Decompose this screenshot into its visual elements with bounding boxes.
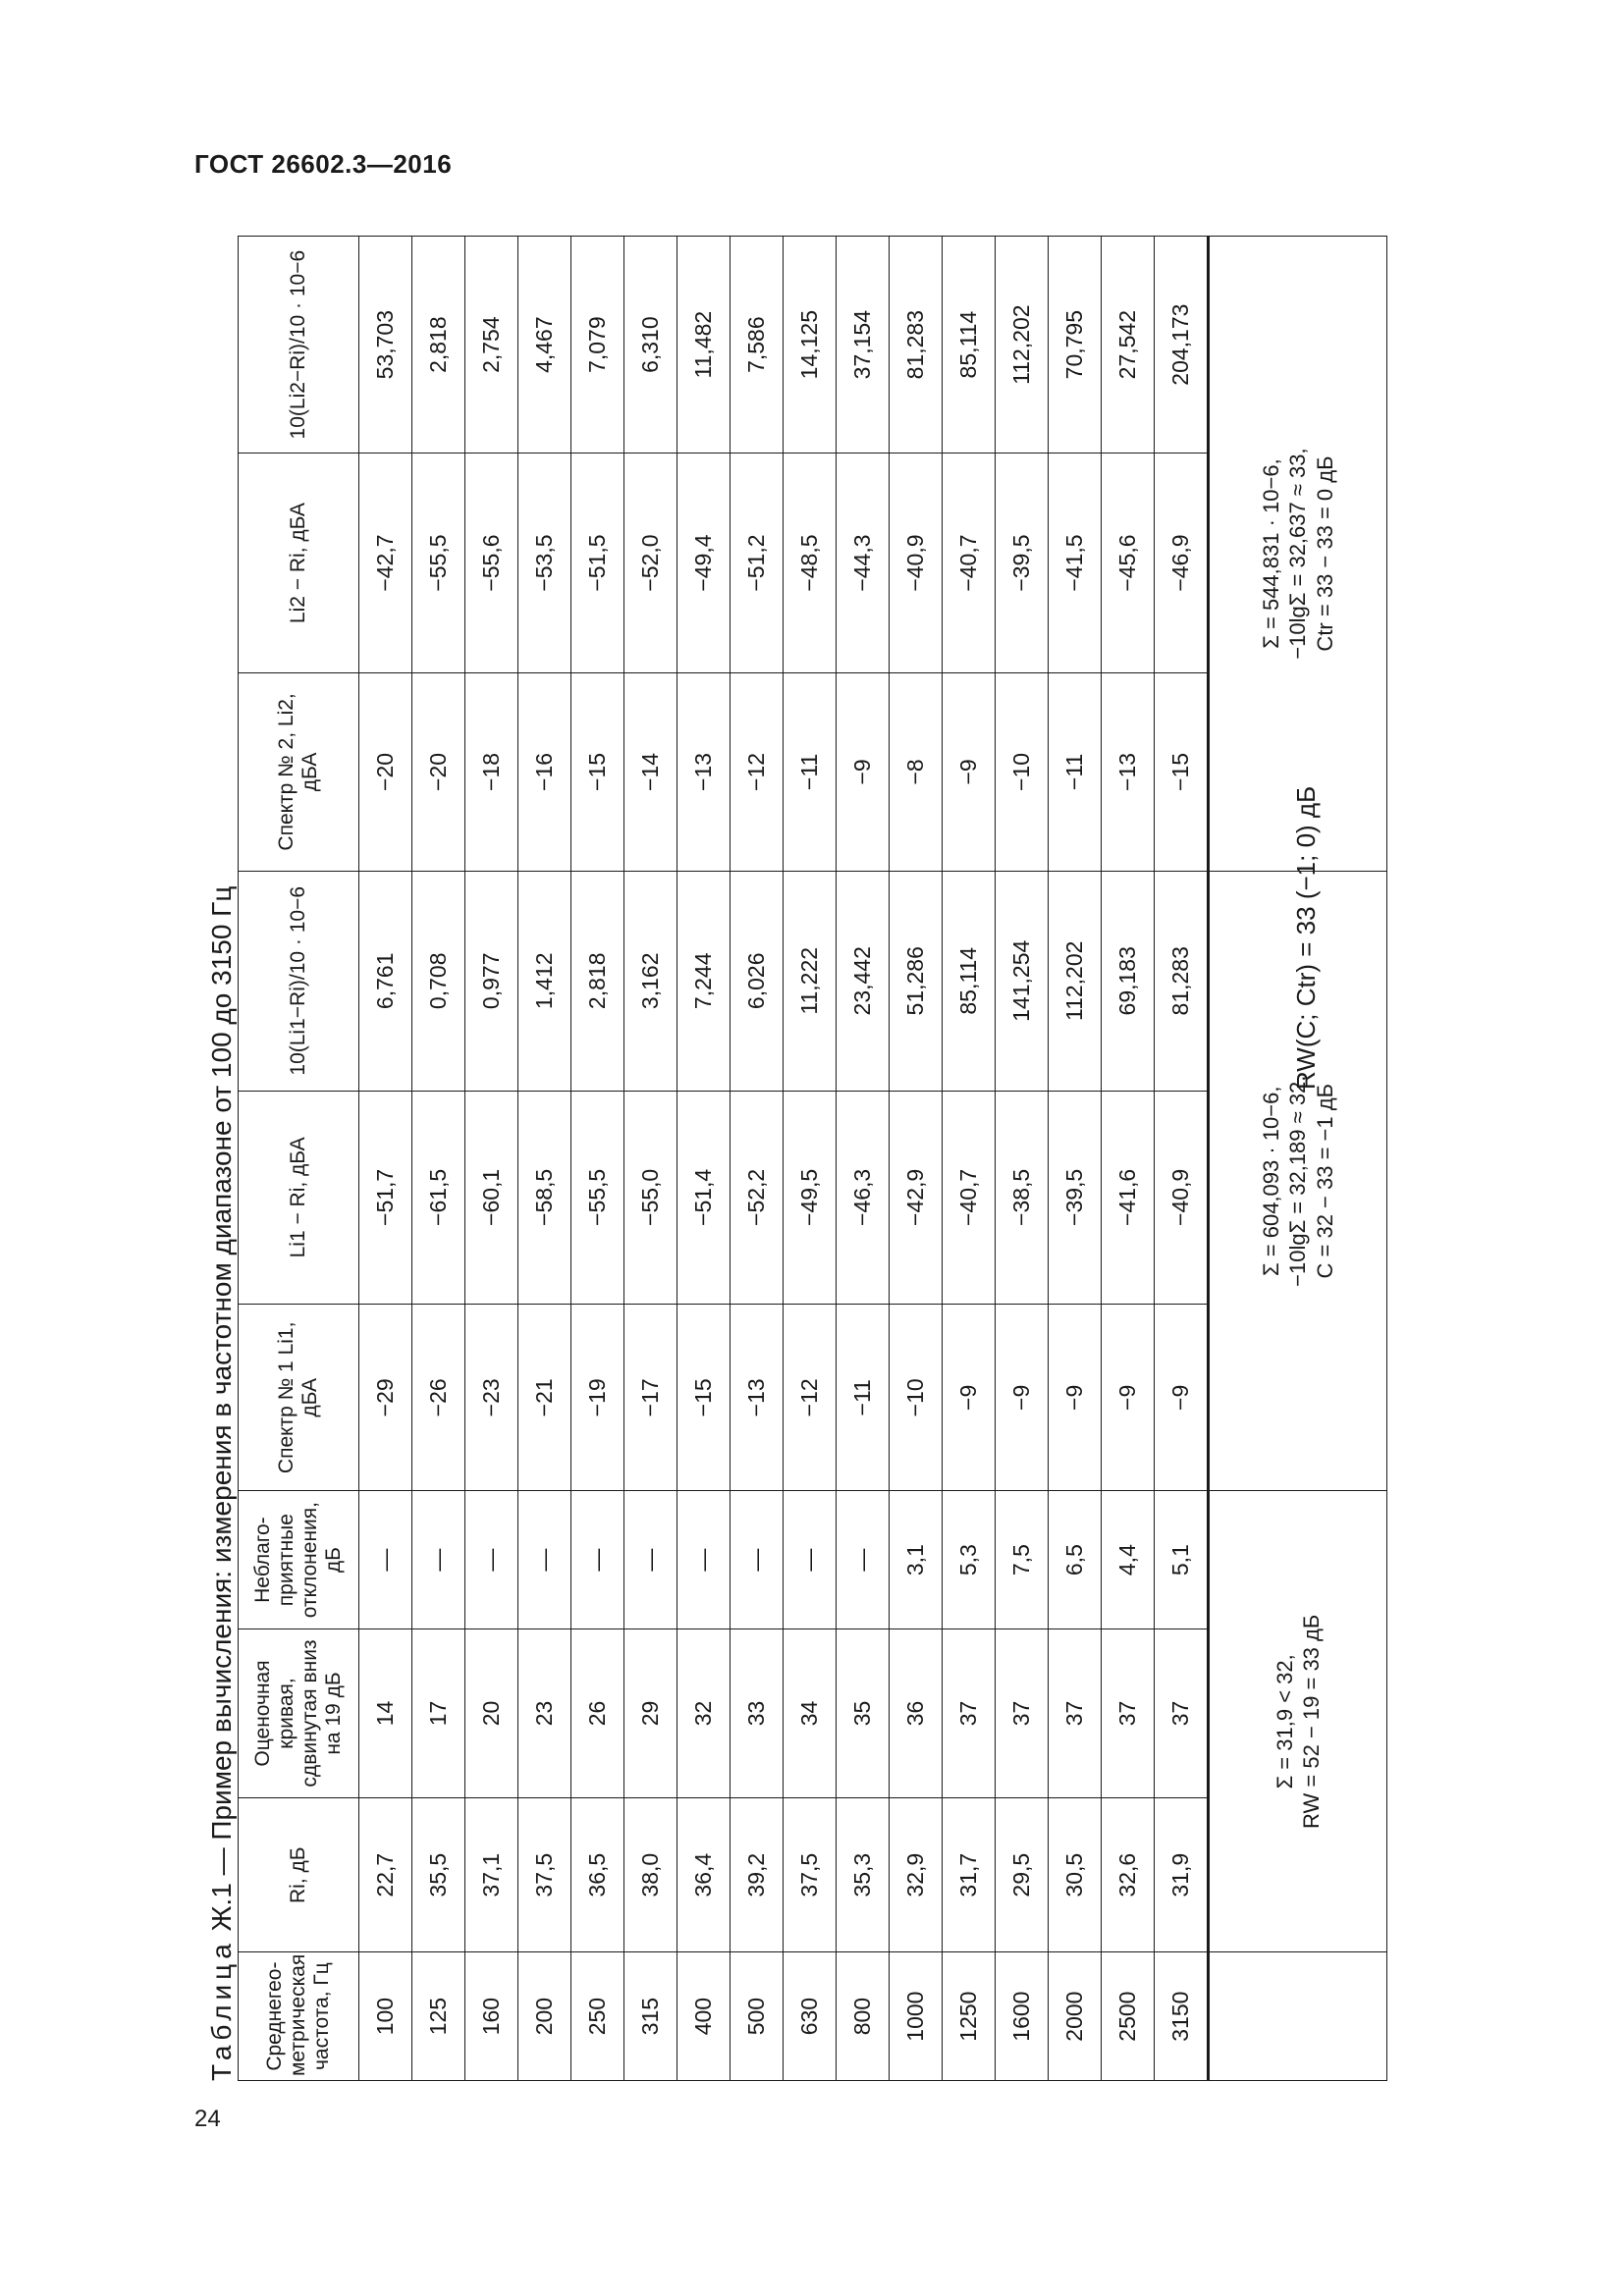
table-cell: −40,7	[943, 454, 996, 673]
column-header-10: 10(Li2−Ri)/10 · 10−6	[239, 237, 359, 454]
table-cell: −8	[890, 672, 943, 871]
table-cell: −60,1	[465, 1091, 518, 1305]
table-cell: 53,703	[359, 237, 412, 454]
table-cell: −41,6	[1102, 1091, 1155, 1305]
table-cell: −41,5	[1049, 454, 1102, 673]
table-cell: 5,3	[943, 1491, 996, 1629]
rotated-table-block	[206, 216, 1335, 2081]
table-cell: 85,114	[943, 237, 996, 454]
table-cell: —	[571, 1491, 624, 1629]
table-cell: −55,0	[624, 1091, 677, 1305]
table-row	[1049, 237, 1102, 2081]
table-cell: −15	[571, 672, 624, 871]
table-cell: −55,6	[465, 454, 518, 673]
table-cell: 36	[890, 1629, 943, 1797]
table-cell: −42,7	[359, 454, 412, 673]
result-formula: RW(C; Ctr) = 33 (−1; 0) дБ	[1291, 785, 1321, 1090]
table-cell: 37	[996, 1629, 1049, 1797]
summary-c-line1: Σ = 604,093 · 10−6,	[1258, 1086, 1283, 1276]
table-cell: 3150	[1155, 1952, 1209, 2081]
table-cell: −13	[677, 672, 731, 871]
table-row	[1155, 237, 1209, 2081]
table-summary-row	[1209, 237, 1387, 2081]
table-row	[890, 237, 943, 2081]
table-cell: 2,754	[465, 237, 518, 454]
table-cell: −17	[624, 1305, 677, 1491]
column-header-8: Спектр № 2, Li2, дБА	[239, 672, 359, 871]
table-cell: −13	[1102, 672, 1155, 871]
table-row	[571, 237, 624, 2081]
table-cell: 32,6	[1102, 1798, 1155, 1952]
table-cell: 20	[465, 1629, 518, 1797]
summary-ctr-line3: Ctr = 33 − 33 = 0 дБ	[1312, 455, 1337, 652]
table-cell: 11,222	[784, 872, 837, 1092]
table-cell: −51,2	[731, 454, 784, 673]
summary-ctr-cell	[1209, 237, 1387, 872]
table-cell: −10	[996, 672, 1049, 871]
table-cell: −13	[731, 1305, 784, 1491]
table-cell: 51,286	[890, 872, 943, 1092]
column-header-4: Неблаго-приятные отклонения, дБ	[239, 1491, 359, 1629]
table-cell: 70,795	[1049, 237, 1102, 454]
calculation-table	[238, 236, 1387, 2081]
table-cell: 37,154	[837, 237, 890, 454]
caption-text: — Пример вычисления: измерения в частотном диапазоне от 100 до 3150 Гц	[206, 885, 237, 1876]
table-cell: 1600	[996, 1952, 1049, 2081]
column-header-6: Li1 − Ri, дБА	[239, 1091, 359, 1305]
summary-ctr-line1: Σ = 544,831 · 10−6,	[1258, 458, 1283, 649]
table-cell: −51,7	[359, 1091, 412, 1305]
table-cell: 81,283	[1155, 872, 1209, 1092]
summary-rw-line2: RW = 52 − 19 = 33 дБ	[1299, 1614, 1324, 1829]
table-cell: 39,2	[731, 1798, 784, 1952]
table-cell: 5,1	[1155, 1491, 1209, 1629]
table-cell: 37	[1155, 1629, 1209, 1797]
table-cell: −61,5	[412, 1091, 465, 1305]
table-cell: 11,482	[677, 237, 731, 454]
table-cell: −51,5	[571, 454, 624, 673]
table-cell: 0,708	[412, 872, 465, 1092]
table-cell: 22,7	[359, 1798, 412, 1952]
table-cell: —	[412, 1491, 465, 1629]
table-cell: 2,818	[412, 237, 465, 454]
table-cell: 2000	[1049, 1952, 1102, 2081]
summary-c-line3: C = 32 − 33 = −1 дБ	[1312, 1083, 1337, 1279]
table-cell: −15	[1155, 672, 1209, 871]
table-cell: −14	[624, 672, 677, 871]
table-cell: −11	[837, 1305, 890, 1491]
table-cell: 31,9	[1155, 1798, 1209, 1952]
table-cell: 32	[677, 1629, 731, 1797]
table-cell: 1000	[890, 1952, 943, 2081]
table-cell: 125	[412, 1952, 465, 2081]
table-cell: 23,442	[837, 872, 890, 1092]
table-row	[518, 237, 571, 2081]
table-cell: 85,114	[943, 872, 996, 1092]
table-cell: 29,5	[996, 1798, 1049, 1952]
column-header-9: Li2 − Ri, дБА	[239, 454, 359, 673]
table-cell: 400	[677, 1952, 731, 2081]
table-cell: −23	[465, 1305, 518, 1491]
table-cell: 35,3	[837, 1798, 890, 1952]
table-cell: 29	[624, 1629, 677, 1797]
table-cell: 34	[784, 1629, 837, 1797]
column-header-3: Оценочная кривая, сдвинутая вниз на 19 дБ	[239, 1629, 359, 1797]
table-row	[1102, 237, 1155, 2081]
table-cell: −9	[943, 672, 996, 871]
table-cell: −40,7	[943, 1091, 996, 1305]
table-cell: 35,5	[412, 1798, 465, 1952]
table-cell: −12	[784, 1305, 837, 1491]
table-cell: −18	[465, 672, 518, 871]
table-cell: −46,3	[837, 1091, 890, 1305]
table-cell: 250	[571, 1952, 624, 2081]
table-row	[359, 237, 412, 2081]
table-cell: 7,079	[571, 237, 624, 454]
table-cell: 35	[837, 1629, 890, 1797]
table-cell: −46,9	[1155, 454, 1209, 673]
table-body	[359, 237, 1209, 2081]
summary-rw-cell	[1209, 1491, 1387, 1952]
page-number: 24	[194, 2106, 221, 2132]
table-row	[624, 237, 677, 2081]
table-cell: 26	[571, 1629, 624, 1797]
caption-number: Ж.1	[206, 1883, 237, 1932]
table-caption	[206, 886, 238, 2081]
table-cell: 37	[1049, 1629, 1102, 1797]
table-header-row	[239, 237, 359, 2081]
table-cell: 33	[731, 1629, 784, 1797]
table-cell: −52,0	[624, 454, 677, 673]
table-cell: —	[465, 1491, 518, 1629]
table-cell: 7,244	[677, 872, 731, 1092]
table-row	[412, 237, 465, 2081]
table-cell: −42,9	[890, 1091, 943, 1305]
table-cell: 17	[412, 1629, 465, 1797]
table-cell: 4,467	[518, 237, 571, 454]
table-cell: 0,977	[465, 872, 518, 1092]
table-cell: 6,026	[731, 872, 784, 1092]
table-cell: 160	[465, 1952, 518, 2081]
table-cell: 141,254	[996, 872, 1049, 1092]
table-cell: —	[784, 1491, 837, 1629]
table-cell: 100	[359, 1952, 412, 2081]
table-cell: −39,5	[996, 454, 1049, 673]
table-cell: −9	[837, 672, 890, 871]
table-cell: 7,586	[731, 237, 784, 454]
table-cell: −21	[518, 1305, 571, 1491]
table-cell: 200	[518, 1952, 571, 2081]
table-cell: −9	[943, 1305, 996, 1491]
table-cell: 2,818	[571, 872, 624, 1092]
column-header-7: 10(Li1−Ri)/10 · 10−6	[239, 872, 359, 1092]
table-cell: −11	[1049, 672, 1102, 871]
summary-ctr-line2: −10lgΣ = 32,637 ≈ 33,	[1285, 448, 1311, 660]
table-cell: 204,173	[1155, 237, 1209, 454]
table-cell: −40,9	[1155, 1091, 1209, 1305]
table-row	[837, 237, 890, 2081]
table-cell: 3,162	[624, 872, 677, 1092]
table-cell: —	[677, 1491, 731, 1629]
table-cell: 2500	[1102, 1952, 1155, 2081]
table-cell: −16	[518, 672, 571, 871]
table-cell: −44,3	[837, 454, 890, 673]
table-cell: −55,5	[571, 1091, 624, 1305]
table-cell: 37,5	[784, 1798, 837, 1952]
table-cell: −15	[677, 1305, 731, 1491]
table-cell: −9	[1155, 1305, 1209, 1491]
table-cell: −12	[731, 672, 784, 871]
column-header-5: Спектр № 1 Li1, дБА	[239, 1305, 359, 1491]
table-cell: −49,4	[677, 454, 731, 673]
summary-empty-cell	[1209, 1952, 1387, 2081]
table-cell: 32,9	[890, 1798, 943, 1952]
table-cell: 7,5	[996, 1491, 1049, 1629]
table-cell: −9	[1049, 1305, 1102, 1491]
table-cell: 27,542	[1102, 237, 1155, 454]
table-cell: 69,183	[1102, 872, 1155, 1092]
table-cell: 37	[1102, 1629, 1155, 1797]
table-cell: −29	[359, 1305, 412, 1491]
table-cell: 1,412	[518, 872, 571, 1092]
table-row	[943, 237, 996, 2081]
table-cell: —	[359, 1491, 412, 1629]
table-row	[996, 237, 1049, 2081]
table-cell: −53,5	[518, 454, 571, 673]
table-cell: 14,125	[784, 237, 837, 454]
table-cell: −49,5	[784, 1091, 837, 1305]
table-cell: 1250	[943, 1952, 996, 2081]
table-cell: 37,5	[518, 1798, 571, 1952]
table-cell: −51,4	[677, 1091, 731, 1305]
table-cell: 4,4	[1102, 1491, 1155, 1629]
table-row	[731, 237, 784, 2081]
table-cell: −20	[359, 672, 412, 871]
table-cell: 112,202	[996, 237, 1049, 454]
table-cell: 37,1	[465, 1798, 518, 1952]
table-row	[784, 237, 837, 2081]
caption-label: Таблица	[206, 1939, 237, 2081]
column-header-2: Ri, дБ	[239, 1798, 359, 1952]
table-cell: −48,5	[784, 454, 837, 673]
table-cell: 6,310	[624, 237, 677, 454]
table-cell: 630	[784, 1952, 837, 2081]
column-header-1: Среднегео-метрическая частота, Гц	[239, 1952, 359, 2081]
table-cell: 6,5	[1049, 1491, 1102, 1629]
table-cell: 800	[837, 1952, 890, 2081]
table-cell: −10	[890, 1305, 943, 1491]
table-cell: −9	[996, 1305, 1049, 1491]
table-cell: −40,9	[890, 454, 943, 673]
table-cell: 36,5	[571, 1798, 624, 1952]
table-cell: —	[731, 1491, 784, 1629]
table-cell: 112,202	[1049, 872, 1102, 1092]
table-cell: —	[518, 1491, 571, 1629]
table-cell: −19	[571, 1305, 624, 1491]
document-header: ГОСТ 26602.3—2016	[194, 149, 453, 179]
table-cell: 3,1	[890, 1491, 943, 1629]
table-row	[677, 237, 731, 2081]
summary-rw-line1: Σ = 31,9 < 32,	[1272, 1654, 1297, 1789]
table-cell: 14	[359, 1629, 412, 1797]
table-cell: —	[837, 1491, 890, 1629]
table-cell: 500	[731, 1952, 784, 2081]
table-cell: −58,5	[518, 1091, 571, 1305]
table-cell: 81,283	[890, 237, 943, 454]
table-cell: −9	[1102, 1305, 1155, 1491]
table-cell: —	[624, 1491, 677, 1629]
table-cell: −39,5	[1049, 1091, 1102, 1305]
table-cell: 37	[943, 1629, 996, 1797]
table-cell: 36,4	[677, 1798, 731, 1952]
summary-c-line2: −10lgΣ = 32,189 ≈ 32,	[1285, 1075, 1311, 1287]
table-cell: 30,5	[1049, 1798, 1102, 1952]
table-row	[465, 237, 518, 2081]
table-cell: −55,5	[412, 454, 465, 673]
table-cell: 31,7	[943, 1798, 996, 1952]
table-cell: −45,6	[1102, 454, 1155, 673]
table-cell: −26	[412, 1305, 465, 1491]
table-cell: 315	[624, 1952, 677, 2081]
table-cell: 23	[518, 1629, 571, 1797]
table-cell: 6,761	[359, 872, 412, 1092]
table-cell: 38,0	[624, 1798, 677, 1952]
table-cell: −20	[412, 672, 465, 871]
table-cell: −52,2	[731, 1091, 784, 1305]
table-cell: −38,5	[996, 1091, 1049, 1305]
table-cell: −11	[784, 672, 837, 871]
